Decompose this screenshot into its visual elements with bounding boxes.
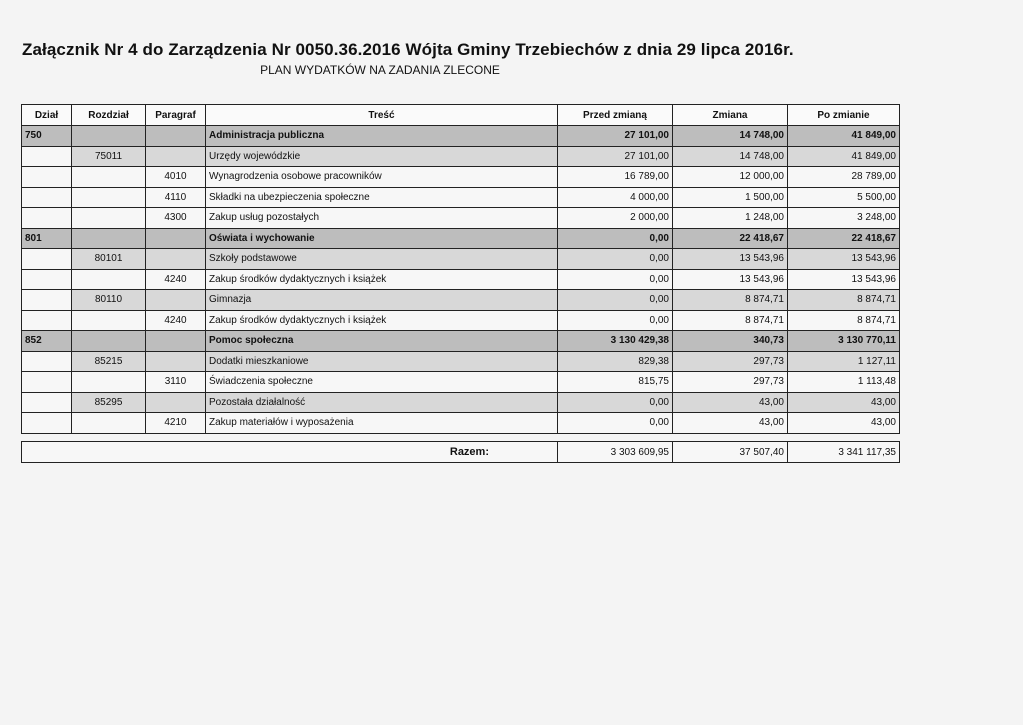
total-label: Razem: [22, 442, 558, 463]
cell-przed-zmiana: 829,38 [558, 351, 673, 372]
cell-przed-zmiana: 0,00 [558, 249, 673, 270]
table-row [22, 372, 900, 393]
cell-dzial [22, 413, 72, 434]
cell-tresc: Szkoły podstawowe [206, 249, 558, 270]
cell-po-zmianie: 5 500,00 [788, 187, 900, 208]
cell-tresc: Gimnazja [206, 290, 558, 311]
cell-paragraf: 4110 [146, 187, 206, 208]
total-przed: 3 303 609,95 [558, 442, 673, 463]
cell-rozdzial [72, 187, 146, 208]
cell-po-zmianie: 41 849,00 [788, 146, 900, 167]
cell-przed-zmiana: 16 789,00 [558, 167, 673, 188]
cell-przed-zmiana: 3 130 429,38 [558, 331, 673, 352]
cell-paragraf: 3110 [146, 372, 206, 393]
cell-zmiana: 43,00 [673, 413, 788, 434]
cell-dzial: 852 [22, 331, 72, 352]
cell-zmiana: 1 248,00 [673, 208, 788, 229]
table-body [22, 126, 900, 434]
cell-tresc: Zakup usług pozostałych [206, 208, 558, 229]
cell-dzial [22, 290, 72, 311]
cell-po-zmianie: 8 874,71 [788, 310, 900, 331]
expenditure-table [21, 104, 900, 434]
cell-tresc: Pomoc społeczna [206, 331, 558, 352]
cell-po-zmianie: 41 849,00 [788, 126, 900, 147]
cell-przed-zmiana: 2 000,00 [558, 208, 673, 229]
cell-zmiana: 340,73 [673, 331, 788, 352]
cell-przed-zmiana: 0,00 [558, 290, 673, 311]
cell-paragraf: 4240 [146, 269, 206, 290]
cell-paragraf [146, 228, 206, 249]
cell-rozdzial: 85215 [72, 351, 146, 372]
cell-przed-zmiana: 4 000,00 [558, 187, 673, 208]
cell-rozdzial [72, 269, 146, 290]
total-zmiana: 37 507,40 [673, 442, 788, 463]
cell-przed-zmiana: 0,00 [558, 269, 673, 290]
header-zmiana: Zmiana [673, 105, 788, 126]
cell-paragraf: 4300 [146, 208, 206, 229]
table-row [22, 310, 900, 331]
cell-tresc: Zakup środków dydaktycznych i książek [206, 310, 558, 331]
table-row [22, 146, 900, 167]
table-row [22, 392, 900, 413]
total-table [21, 441, 900, 463]
cell-rozdzial [72, 167, 146, 188]
cell-tresc: Administracja publiczna [206, 126, 558, 147]
cell-po-zmianie: 3 130 770,11 [788, 331, 900, 352]
cell-zmiana: 1 500,00 [673, 187, 788, 208]
cell-rozdzial [72, 413, 146, 434]
header-przed-zmiana: Przed zmianą [558, 105, 673, 126]
cell-paragraf: 4010 [146, 167, 206, 188]
cell-tresc: Zakup środków dydaktycznych i książek [206, 269, 558, 290]
cell-przed-zmiana: 815,75 [558, 372, 673, 393]
header-dzial: Dział [22, 105, 72, 126]
header-tresc: Treść [206, 105, 558, 126]
cell-rozdzial [72, 310, 146, 331]
cell-zmiana: 14 748,00 [673, 146, 788, 167]
cell-po-zmianie: 8 874,71 [788, 290, 900, 311]
total-po: 3 341 117,35 [788, 442, 900, 463]
cell-paragraf: 4240 [146, 310, 206, 331]
cell-przed-zmiana: 0,00 [558, 310, 673, 331]
cell-paragraf: 4210 [146, 413, 206, 434]
cell-dzial [22, 372, 72, 393]
table-row [22, 269, 900, 290]
cell-przed-zmiana: 0,00 [558, 392, 673, 413]
cell-po-zmianie: 3 248,00 [788, 208, 900, 229]
cell-po-zmianie: 22 418,67 [788, 228, 900, 249]
document-title: Załącznik Nr 4 do Zarządzenia Nr 0050.36.2016 Wójta Gminy Trzebiechów z dnia 29 lipca 2016r. [22, 40, 794, 59]
cell-rozdzial [72, 372, 146, 393]
cell-paragraf [146, 126, 206, 147]
cell-paragraf [146, 146, 206, 167]
cell-zmiana: 14 748,00 [673, 126, 788, 147]
header-paragraf: Paragraf [146, 105, 206, 126]
cell-przed-zmiana: 27 101,00 [558, 126, 673, 147]
table-row [22, 351, 900, 372]
total-row [22, 442, 900, 463]
cell-dzial [22, 167, 72, 188]
cell-rozdzial [72, 208, 146, 229]
cell-po-zmianie: 1 113,48 [788, 372, 900, 393]
cell-tresc: Składki na ubezpieczenia społeczne [206, 187, 558, 208]
table-header-row [22, 105, 900, 126]
cell-dzial [22, 392, 72, 413]
cell-zmiana: 43,00 [673, 392, 788, 413]
cell-po-zmianie: 13 543,96 [788, 249, 900, 270]
cell-zmiana: 13 543,96 [673, 269, 788, 290]
cell-rozdzial [72, 228, 146, 249]
table-row [22, 126, 900, 147]
cell-rozdzial [72, 331, 146, 352]
cell-dzial [22, 269, 72, 290]
cell-zmiana: 12 000,00 [673, 167, 788, 188]
cell-dzial: 750 [22, 126, 72, 147]
header-rozdzial: Rozdział [72, 105, 146, 126]
cell-rozdzial: 85295 [72, 392, 146, 413]
cell-tresc: Zakup materiałów i wyposażenia [206, 413, 558, 434]
table-row [22, 290, 900, 311]
cell-po-zmianie: 1 127,11 [788, 351, 900, 372]
cell-dzial [22, 249, 72, 270]
table-row [22, 167, 900, 188]
cell-po-zmianie: 28 789,00 [788, 167, 900, 188]
document-subtitle: PLAN WYDATKÓW NA ZADANIA ZLECONE [260, 63, 500, 77]
cell-paragraf [146, 290, 206, 311]
table-row [22, 228, 900, 249]
cell-paragraf [146, 331, 206, 352]
cell-paragraf [146, 249, 206, 270]
table-row [22, 249, 900, 270]
cell-przed-zmiana: 27 101,00 [558, 146, 673, 167]
table-row [22, 187, 900, 208]
cell-po-zmianie: 43,00 [788, 413, 900, 434]
cell-dzial: 801 [22, 228, 72, 249]
cell-paragraf [146, 351, 206, 372]
cell-rozdzial [72, 126, 146, 147]
table-row [22, 413, 900, 434]
cell-zmiana: 297,73 [673, 372, 788, 393]
cell-paragraf [146, 392, 206, 413]
cell-dzial [22, 310, 72, 331]
cell-tresc: Wynagrodzenia osobowe pracowników [206, 167, 558, 188]
cell-dzial [22, 187, 72, 208]
cell-zmiana: 297,73 [673, 351, 788, 372]
cell-tresc: Oświata i wychowanie [206, 228, 558, 249]
cell-przed-zmiana: 0,00 [558, 228, 673, 249]
cell-dzial [22, 208, 72, 229]
cell-tresc: Świadczenia społeczne [206, 372, 558, 393]
cell-po-zmianie: 43,00 [788, 392, 900, 413]
cell-tresc: Urzędy wojewódzkie [206, 146, 558, 167]
header-po-zmianie: Po zmianie [788, 105, 900, 126]
cell-po-zmianie: 13 543,96 [788, 269, 900, 290]
cell-zmiana: 8 874,71 [673, 310, 788, 331]
cell-przed-zmiana: 0,00 [558, 413, 673, 434]
cell-zmiana: 22 418,67 [673, 228, 788, 249]
cell-rozdzial: 75011 [72, 146, 146, 167]
cell-rozdzial: 80101 [72, 249, 146, 270]
cell-dzial [22, 351, 72, 372]
table-row [22, 208, 900, 229]
table-row [22, 331, 900, 352]
cell-dzial [22, 146, 72, 167]
cell-rozdzial: 80110 [72, 290, 146, 311]
cell-zmiana: 8 874,71 [673, 290, 788, 311]
cell-tresc: Dodatki mieszkaniowe [206, 351, 558, 372]
cell-zmiana: 13 543,96 [673, 249, 788, 270]
cell-tresc: Pozostała działalność [206, 392, 558, 413]
